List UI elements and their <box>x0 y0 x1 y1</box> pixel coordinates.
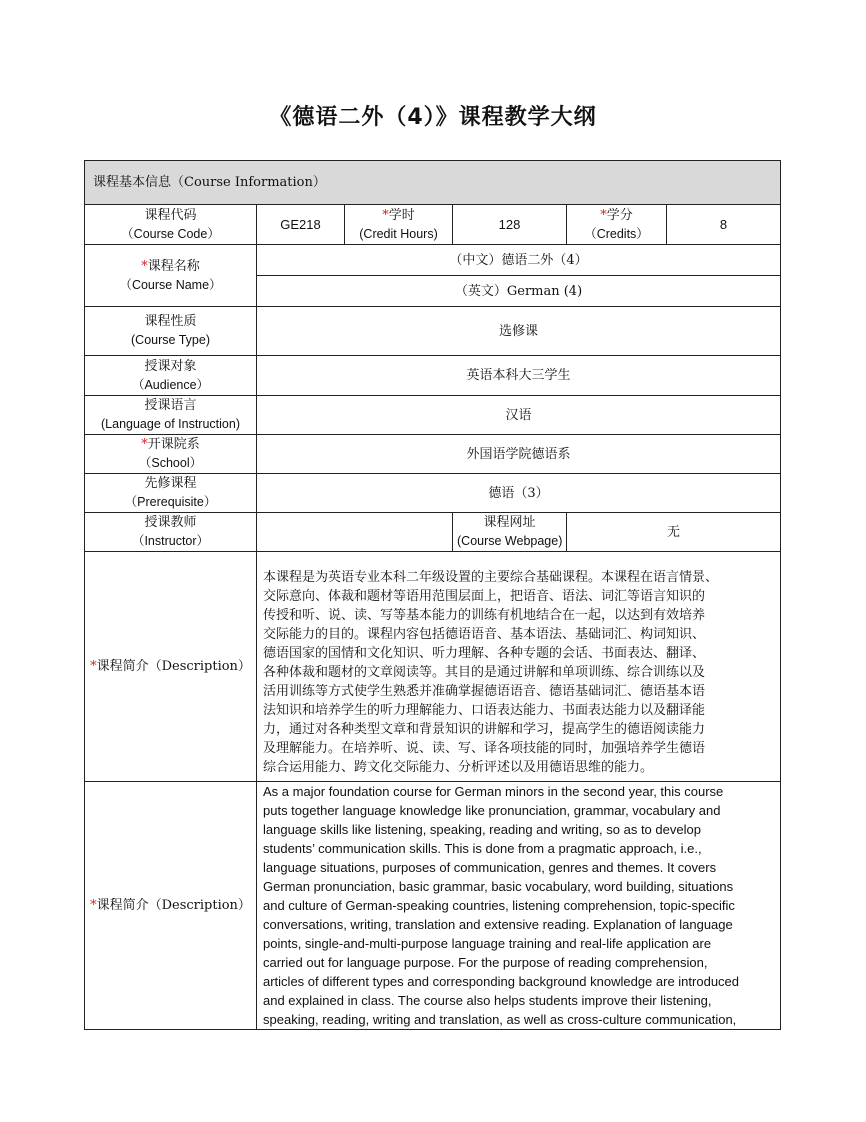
webpage-value: 无 <box>567 513 781 552</box>
school-value: 外国语学院德语系 <box>257 435 781 474</box>
row-audience <box>85 356 781 396</box>
required-mark: * <box>141 437 148 452</box>
row-language <box>85 396 781 435</box>
credits-label: *学分 （Credits） <box>567 205 667 245</box>
row-description-en <box>85 782 781 1030</box>
credit-hours-label: *学时 (Credit Hours) <box>345 205 453 245</box>
row-school <box>85 435 781 474</box>
course-type-value: 选修课 <box>257 307 781 356</box>
course-name-cn: （中文）德语二外（4） <box>257 245 781 276</box>
row-description-cn <box>85 552 781 782</box>
language-value: 汉语 <box>257 396 781 435</box>
credit-hours-value: 128 <box>453 205 567 245</box>
credits-value: 8 <box>667 205 781 245</box>
required-mark: * <box>141 258 148 274</box>
section-header: 课程基本信息（Course Information） <box>85 161 781 205</box>
audience-label: 授课对象 （Audience） <box>85 356 257 396</box>
page-title: 《德语二外（4）》课程教学大纲 <box>269 105 597 130</box>
course-type-label: 课程性质 (Course Type) <box>85 307 257 356</box>
required-mark: * <box>90 898 97 913</box>
audience-value: 英语本科大三学生 <box>257 356 781 396</box>
course-name-label: *课程名称 （Course Name） <box>85 245 257 307</box>
row-course-name <box>85 245 781 276</box>
required-mark: * <box>90 659 97 674</box>
description-en-text: As a major foundation course for German minors in the second year, this course puts together language knowledge like pronunciation, grammar, vocabulary and language skills like listening, speaking, reading and writing, so as to develop students’ communication skills. This is done from a pragmatic approach, i.e., language situations, purposes of communication, genres and themes. It covers German pronunciation, basic grammar, basic vocabulary, word building, situations and culture of German-speaking countries, listening comprehension, topic-specific conversations, writing, translation and extensive reading. Explanation of language points, single-and-multi-purpose language training and real-life application are carried out for language purpose. For the purpose of reading comprehension, articles of different types and corresponding background knowledge are introduced and explained in class. The course also helps students improve their listening, speaking, reading, writing and translation, as well as cross-culture communication, <box>257 782 781 1030</box>
school-label: *开课院系 （School） <box>85 435 257 474</box>
row-course-type <box>85 307 781 356</box>
description-en-label: *课程简介（Description） <box>85 782 257 1030</box>
required-mark: * <box>382 207 389 223</box>
course-info-table <box>84 160 781 1030</box>
course-code-value: GE218 <box>257 205 345 245</box>
instructor-label: 授课教师 （Instructor） <box>85 513 257 552</box>
instructor-value <box>257 513 453 552</box>
webpage-label: 课程网址 (Course Webpage) <box>453 513 567 552</box>
required-mark: * <box>600 207 607 223</box>
language-label: 授课语言 (Language of Instruction) <box>85 396 257 435</box>
row-prerequisite <box>85 474 781 513</box>
row-course-code <box>85 205 781 245</box>
row-instructor <box>85 513 781 552</box>
description-cn-label: *课程简介（Description） <box>85 552 257 782</box>
prerequisite-value: 德语（3） <box>257 474 781 513</box>
description-cn-text: 本课程是为英语专业本科二年级设置的主要综合基础课程。本课程在语言情景、 交际意向、体裁和题材等语用范围层面上，把语音、语法、词汇等语言知识的 传授和听、说、读、写等基本能力的训练有机地结合在一起，以达到有效培养 交际能力的目的。课程内容包括德语语音、基本语法、基础词汇、构词知识、 德语国家的国情和文化知识、听力理解、各种专题的会话、书面表达、翻译、 各种体裁和题材的文章阅读等。其目的是通过讲解和单项训练、综合训练以及 活用训练等方式使学生熟悉并准确掌握德语语音、德语基础词汇、德语基本语 法知识和培养学生的听力理解能力、口语表达能力、书面表达能力以及翻译能 力，通过对各种类型文章和背景知识的讲解和学习，提高学生的德语阅读能力 及理解能力。在培养听、说、读、写、译各项技能的同时，加强培养学生德语 综合运用能力、跨文化交际能力、分析评述以及用德语思维的能力。 <box>257 552 781 782</box>
course-name-en: （英文）German (4) <box>257 276 781 307</box>
course-code-label: 课程代码 （Course Code） <box>85 205 257 245</box>
prerequisite-label: 先修课程 （Prerequisite） <box>85 474 257 513</box>
